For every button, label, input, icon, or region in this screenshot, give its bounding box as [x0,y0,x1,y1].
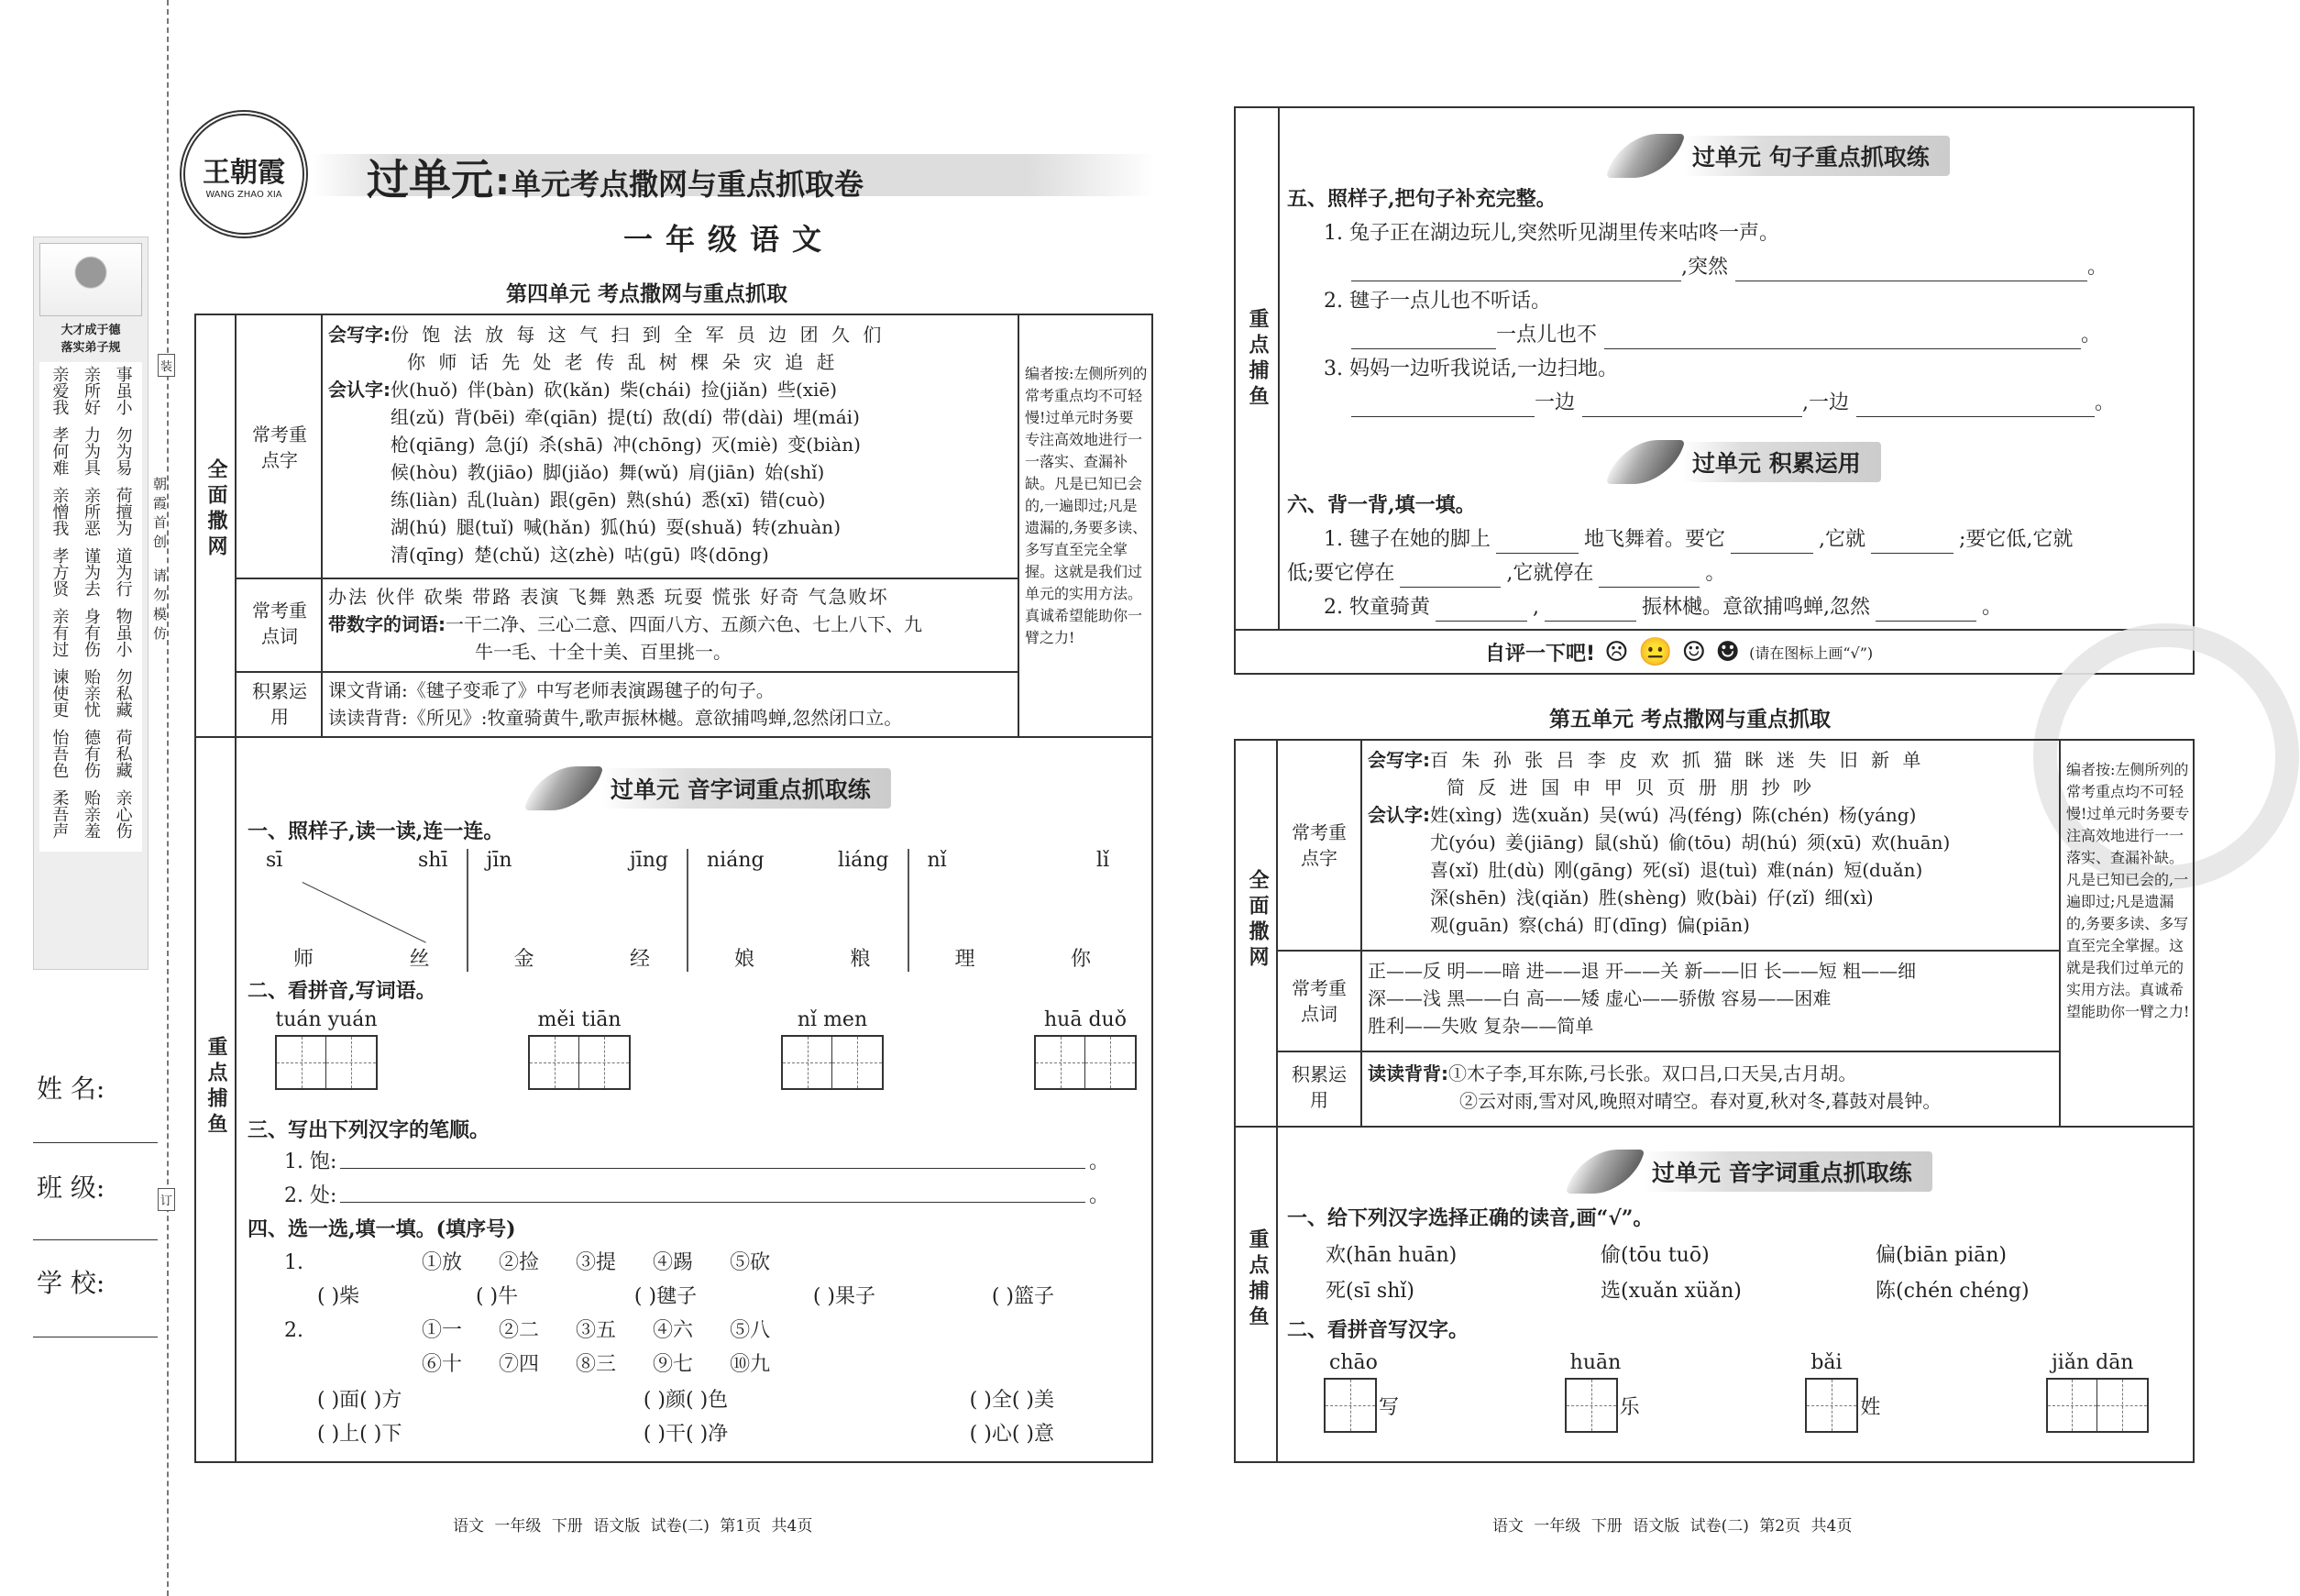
q4-blank[interactable]: ( )干( )净 [643,1423,729,1446]
class-line[interactable] [33,1239,158,1240]
q4-option: ⑤八 [730,1319,771,1342]
self-eval-label: 自评一下吧! [1485,643,1596,666]
unit4-cat-use: 积累运用 [252,680,307,728]
side-note-1: 朝霞首创 [151,477,168,554]
writing-grid[interactable] [528,1035,631,1090]
q6-2c: 振林樾。意欲捕鸣蝉,忽然 [1641,596,1870,619]
grid-pinyin: bǎi [1810,1351,1843,1374]
reading-choice[interactable]: 选(xuǎn xüǎn) [1601,1280,1742,1303]
writing-grid[interactable] [1034,1035,1137,1090]
self-eval-note: (请在图标上画“√”) [1749,644,1874,662]
unit4-row-line-1 [235,578,1018,579]
grid-pinyin: huān [1569,1351,1622,1374]
unit5-huiren-list [1430,801,1950,939]
q6-2d: 。 [1981,596,2002,619]
unit4-numwords-line2: 牛一毛、十全十美、百里挑一。 [475,641,732,663]
sidebar-poem [39,362,142,852]
q4-option: ④六 [653,1319,694,1342]
unit4-q2-title: 二、看拼音,写词语。 [248,979,436,1003]
unit4-divider [194,736,1153,738]
q4-option: ①放 [422,1251,463,1274]
q5-3-fill-1: 一边 [1535,391,1576,414]
unit4-q4-2-blanks-2 [317,1420,1054,1448]
q5-1-fill-mid: ,突然 [1681,256,1728,279]
face-laugh-icon[interactable]: ☻ [1715,636,1741,668]
writing-grid[interactable] [275,1035,378,1090]
name-line[interactable] [33,1142,158,1143]
pinyin-char-item [1805,1351,1880,1433]
unit5-cat-chars: 常考重点字 [1292,821,1347,869]
pinyin-char-item [1324,1351,1399,1433]
q4-blank[interactable]: ( )上( )下 [317,1423,402,1446]
grid-row [1565,1378,1640,1433]
unit4-q3-line-1[interactable] [340,1148,1085,1169]
q5-2: 2. 毽子一点儿也不听话。 [1324,290,1551,313]
unit5-left-label-1: 全面撒网 [1246,869,1269,972]
match-pinyin[interactable]: liáng [838,849,889,872]
unit4-numwords-label: 带数字的词语: [328,613,446,635]
unit5-q1-title: 一、给下列汉字选择正确的读音,画“√”。 [1287,1206,1654,1230]
unit4-editor-note: 编者按:左侧所列的常考重点均不可轻慢!过单元时务要专注高效地进行一一落实、查漏补缺。凡是已知已会的,一遍即过;凡是遗漏的,务要多读、多写直至完全掌握。这就是我们过单元的实用方法。真诚希望能助你一臂之力! [1025,365,1148,646]
poem-line: 亲所恶 [81,487,101,536]
match-char[interactable]: 师 [293,948,314,971]
brand-logo [180,110,308,238]
q4-blank[interactable]: ( )全( )美 [969,1389,1054,1412]
title-sep: : [495,161,510,204]
poem-line: 亲憎我 [50,487,70,536]
brush-icon [1605,440,1685,484]
unit4-cat-words: 常考重点词 [252,600,307,647]
unit4-row-line-2 [235,671,1018,673]
q5-3-blank-3[interactable] [1856,389,2095,417]
unit4-huiren-label: 会认字: [328,379,391,401]
q4-option: ⑥十 [422,1353,463,1376]
q5-1-blank-2[interactable] [1735,253,2087,281]
unit5-row-line-1 [1276,950,2059,952]
match-pinyin-row [928,849,1110,872]
q4-option: ①一 [422,1319,463,1342]
reading-choice[interactable]: 陈(chén chéng) [1876,1280,2030,1303]
q5-3-fill-2: ,一边 [1802,391,1850,414]
match-pinyin[interactable]: shī [418,849,448,872]
brush-icon [1605,134,1685,178]
unit5-huiren-line: 喜(xǐ) 肚(dù) 刚(gāng) 死(sǐ) 退(tuì) 难(nán) 短(duǎn) [1430,859,1923,881]
page2-left-label: 重点捕鱼 [1246,308,1269,411]
unit5-divider [1234,1126,2195,1128]
unit5-cat-use: 积累运用 [1292,1063,1347,1111]
match-group [467,849,688,972]
unit4-huiren-line: 清(qīng) 楚(chǔ) 这(zhè) 咕(gū) 咚(dōng) [391,544,769,566]
q4-option: ②捡 [499,1251,540,1274]
unit4-q4-2-label: 2. [284,1319,303,1342]
unit5-editor-note: 编者按:左侧所列的常考重点均不可轻慢!过单元时务要专注高效地进行一一落实、查漏补缺。凡是已知已会的,一遍即过;凡是遗漏的,务要多读、多写直至完全掌握。这就是我们过单元的实用方法。真诚希望能助你一臂之力! [2066,761,2190,1020]
q5-3-end: 。 [2095,391,2116,414]
unit4-q4-2-options-2 [422,1350,770,1379]
q5-1-end: 。 [2087,256,2108,279]
unit5-note-col-line [2059,739,2061,1126]
unit5-use-label: 读读背背: [1368,1062,1448,1084]
unit4-use-line2: 读读背背:《所见》:牧童骑黄牛,歌声振林樾。意欲捕鸣蝉,忽然闭口立。 [328,707,903,729]
poem-line: 荷私藏 [113,729,133,778]
q5-2-blank-1[interactable] [1351,321,1496,349]
q4-option: ③五 [576,1319,617,1342]
pinyin-grid-item [528,1008,631,1090]
writing-grid[interactable] [1324,1378,1377,1433]
unit5-words-line2: 深——浅 黑——白 高——矮 虚心——骄傲 容易——困难 [1368,987,1832,1009]
q4-blank[interactable]: ( )果子 [812,1285,876,1308]
q6-1-blank-1[interactable] [1496,553,1579,554]
q6-1d: ;要它低,它就 [1959,528,2074,551]
match-group [687,849,908,972]
sidebar-panel [33,237,149,970]
unit4-huixie-label: 会写字: [328,324,391,346]
seal-binding-1: 装 [158,354,175,377]
q4-option: ⑩九 [730,1353,771,1376]
logo-sub: WANG ZHAO XIA [205,189,282,200]
grid-pinyin: huā duǒ [1044,1008,1127,1031]
q6-1b: 地飞舞着。要它 [1583,528,1725,551]
pinyin-char-item [1565,1351,1640,1433]
q4-option: ⑧三 [576,1353,617,1376]
q6-title: 六、背一背,填一填。 [1287,493,1476,517]
grid-given-char: 姓 [1860,1395,1881,1419]
title-sub: 单元考点撒网与重点抓取卷 [512,167,864,202]
grid-pinyin: tuán yuán [275,1008,378,1031]
grid-given-char: 写 [1379,1395,1400,1419]
pinyin-grid-item [781,1008,884,1090]
match-pinyin[interactable]: niáng [707,849,765,872]
q4-blank[interactable]: ( )篮子 [991,1285,1054,1308]
page2-banner-1-label: 过单元 句子重点抓取练 [1683,136,1950,176]
pinyin-grid-item [275,1008,378,1090]
unit5-words-line1: 正——反 明——暗 进——退 开——关 新——旧 长——短 粗——细 [1368,960,1917,982]
unit5-huiren-line: 姓(xìng) 选(xuǎn) 吴(wú) 冯(féng) 陈(chén) 杨(yáng) [1430,804,1917,826]
grid-pinyin: měi tiān [537,1008,622,1031]
unit4-numwords-line1: 一干二净、三心二意、四面八方、五颜六色、七上八下、九 [446,613,922,635]
unit5-huixie-line2: 简 反 进 国 申 甲 贝 页 册 朋 抄 吵 [1447,776,1815,798]
q6-1-blank-2[interactable] [1731,553,1813,554]
match-pinyin-row [707,849,889,872]
match-chars-row [293,943,430,972]
poem-line: 贻亲忧 [81,668,101,718]
unit4-cat-chars: 常考重点字 [252,424,307,471]
q5-2-fill: 一点儿也不 [1496,324,1598,347]
match-pinyin[interactable]: lǐ [1095,849,1109,872]
poem-line: 亲有过 [50,608,70,657]
unit4-banner-label: 过单元 音字词重点抓取练 [601,768,891,809]
example-link-line [303,882,426,943]
q5-title: 五、照样子,把句子补充完整。 [1287,187,1557,211]
q6-1g: 。 [1705,562,1726,585]
page2-banner-2 [1613,440,1881,484]
unit4-note-col-line [1018,314,1019,736]
match-char[interactable]: 经 [629,948,650,971]
match-pinyin[interactable]: nǐ [927,849,947,872]
page2-banner-2-label: 过单元 积累运用 [1683,442,1881,482]
sidebar-caption-2: 落实弟子规 [61,341,121,355]
writing-grid[interactable] [781,1035,884,1090]
q5-1: 1. 兔子正在湖边玩儿,突然听见湖里传来咕咚一声。 [1324,222,1779,245]
match-chars-row [734,943,871,972]
q6-2b: , [1532,596,1539,619]
q6-1c: ,它就 [1819,528,1865,551]
unit4-title: 第四单元 考点撒网与重点抓取 [506,282,788,306]
writing-grid[interactable] [1565,1378,1618,1433]
unit4-huiren-line: 伙(huǒ) 伴(bàn) 砍(kǎn) 柴(chái) 捡(jiǎn) 些(xiē) [391,379,838,401]
brush-icon [523,766,603,810]
face-neutral-icon[interactable]: 😐 [1637,636,1673,668]
poem-line: 亲心伤 [113,789,133,839]
unit4-q3-item-1: 1. 饱: [284,1150,337,1173]
q6-1a: 1. 毽子在她的脚上 [1324,528,1491,551]
poem-line: 怡吾色 [50,729,70,778]
face-smile-icon[interactable]: ☺ [1681,636,1707,668]
poem-line: 勿私藏 [113,668,133,718]
q6-1e: 低;要它停在 [1287,562,1395,585]
unit4-huixie-line1: 份 饱 法 放 每 这 气 扫 到 全 军 员 边 团 久 们 [391,324,886,346]
q5-3: 3. 妈妈一边听我说话,一边扫地。 [1324,358,1618,380]
unit4-q2-grids [275,1008,1137,1090]
q5-3-blank-2[interactable] [1582,389,1802,417]
poem-line: 亲爱我 [50,366,70,415]
unit5-left-col-line [1276,739,1278,1463]
unit4-huiren-line: 候(hòu) 教(jiāo) 脚(jiǎo) 舞(wǔ) 肩(jiān) 始(shǐ) [391,461,825,483]
unit4-left-label-2: 重点捕鱼 [204,1036,227,1139]
unit4-q3-item-2: 2. 处: [284,1184,337,1207]
match-chars-row [514,943,651,972]
unit4-q3-title: 三、写出下列汉字的笔顺。 [248,1118,490,1142]
page2-banner-1 [1613,134,1950,178]
q4-option: ②二 [499,1319,540,1342]
reading-choice[interactable]: 偷(tōu tuō) [1601,1244,1710,1267]
unit5-banner [1573,1150,1932,1194]
binding-line [167,0,169,1596]
scholar-image [39,243,142,316]
pinyin-char-item [2046,1351,2149,1433]
unit4-q3-line-2[interactable] [340,1182,1085,1203]
poem-line: 道为行 [113,547,133,597]
unit4-banner [532,766,891,810]
unit5-q1-items [1326,1241,2151,1305]
face-crying-icon[interactable]: ☹ [1604,636,1629,668]
reading-choice[interactable]: 欢(hān huān) [1326,1244,1458,1267]
unit4-huiren-line: 组(zǔ) 背(bēi) 牵(qiān) 提(tí) 敌(dí) 带(dài) 埋(mái) [391,406,860,428]
poem-line: 德有伤 [81,729,101,778]
grid-pinyin: chāo [1329,1351,1378,1374]
poem-line: 贻亲羞 [81,789,101,839]
grid-pinyin: jiǎn dān [2051,1351,2134,1374]
match-char[interactable]: 金 [513,948,534,971]
poem-line: 孝何难 [50,426,70,476]
unit5-use-line1: ①木子李,耳东陈,弓长张。双口吕,口天吴,古月胡。 [1448,1062,1857,1084]
unit4-q1-title: 一、照样子,读一读,连一连。 [248,820,504,843]
q4-blank[interactable]: ( )心( )意 [969,1423,1054,1446]
match-char[interactable]: 粮 [850,948,871,971]
unit5-huixie-label: 会写字: [1368,749,1430,771]
sidebar-caption-1: 大才成于德 [61,324,121,337]
unit4-left-col-line [235,314,237,1463]
match-char[interactable]: 丝 [409,948,430,971]
unit5-huiren-line: 观(guān) 察(chá) 盯(dīng) 偏(piān) [1430,914,1750,936]
writing-grid[interactable] [1805,1378,1858,1433]
poem-line: 身有伤 [81,608,101,657]
match-group [908,849,1128,972]
q6-2-blank-2[interactable] [1545,621,1636,622]
poem-line: 谨为去 [81,547,101,597]
unit5-q2-items [1324,1351,2149,1433]
poem-line: 谏使更 [50,668,70,718]
unit5-huiren-label: 会认字: [1368,804,1430,826]
self-eval [1485,636,1873,668]
seal-binding-2: 订 [158,1188,175,1211]
match-pinyin[interactable]: sī [266,849,283,872]
q4-blank[interactable]: ( )柴 [317,1285,360,1308]
match-pinyin-row [266,849,448,872]
q5-2-end: 。 [2081,324,2102,347]
unit4-huixie-line2: 你 师 话 先 处 老 传 乱 树 棵 朵 灾 追 赶 [407,351,839,373]
unit4-q4-title: 四、选一选,填一填。(填序号) [248,1217,516,1241]
unit5-use-line2: ②云对雨,雪对风,晚照对晴空。春对夏,秋对冬,暮鼓对晨钟。 [1459,1090,1942,1112]
unit5-huixie-line1: 百 朱 孙 张 吕 李 皮 欢 抓 猫 眯 迷 失 旧 新 单 [1430,749,1925,771]
poem-line: 力为具 [81,426,101,476]
unit5-q2-title: 二、看拼音写汉字。 [1287,1318,1469,1342]
q4-option: ④踢 [653,1251,694,1274]
q4-blank[interactable]: ( )面( )方 [317,1389,402,1412]
match-char[interactable]: 理 [954,948,975,971]
poem-line: 物虽小 [113,608,133,657]
name-label: 姓 名: [37,1073,105,1104]
school-label: 学 校: [37,1268,105,1298]
match-char[interactable]: 你 [1070,948,1091,971]
brush-icon [1565,1150,1645,1194]
q5-3-blank-1[interactable] [1351,389,1535,417]
unit5-banner-label: 过单元 音字词重点抓取练 [1643,1151,1932,1192]
poem-line: 亲所好 [81,366,101,415]
page2-left-col-line [1278,106,1280,629]
grid-row [2046,1378,2149,1433]
match-pinyin[interactable]: jīn [486,849,512,872]
unit4-q4-2-options-1 [422,1316,770,1345]
grid-pinyin: nǐ men [797,1008,868,1031]
footer-left: 语文 一年级 下册 语文版 试卷(二) 第1页 共4页 [453,1517,813,1535]
q4-option: ⑦四 [499,1353,540,1376]
q4-option: ③提 [576,1251,617,1274]
unit4-huiren-line: 练(liàn) 乱(luàn) 跟(gēn) 熟(shú) 悉(xī) 错(cuò) [391,489,826,511]
grid-given-char: 乐 [1619,1395,1640,1419]
unit4-words-line: 办法 伙伴 砍柴 带路 表演 飞舞 熟悉 玩耍 慌张 好奇 气急败坏 [328,586,889,608]
reading-choice[interactable]: 死(sī shǐ) [1326,1280,1414,1303]
q4-blank[interactable]: ( )颜( )色 [643,1389,729,1412]
q6-1-blank-5[interactable] [1599,587,1700,588]
unit4-huiren-list [391,376,861,568]
logo-text: 王朝霞 [203,156,285,189]
unit4-q4-1-label: 1. [284,1251,303,1274]
q5-2-blank-2[interactable] [1604,321,2081,349]
match-chars-row [955,943,1092,972]
unit5-left-label-2: 重点捕鱼 [1246,1228,1269,1331]
q4-option: ⑨七 [653,1353,694,1376]
unit5-title: 第五单元 考点撒网与重点抓取 [1549,708,1832,732]
unit5-words-line3: 胜利——失败 复杂——简单 [1368,1015,1594,1037]
grid-row [1805,1378,1880,1433]
side-note-2: 请勿模仿 [151,568,168,645]
poem-line: 柔吾声 [50,789,70,839]
unit5-huiren-line: 尤(yóu) 姜(jiāng) 鼠(shǔ) 偷(tōu) 胡(hú) 须(xū) 欢(huān) [1430,831,1951,853]
unit4-q4-1-options [422,1249,770,1277]
q6-2-blank-3[interactable] [1876,621,1976,622]
grade-title: 一年级语文 [623,222,835,257]
unit4-huiren-line: 湖(hú) 腿(tuǐ) 喊(hǎn) 狐(hú) 耍(shuǎ) 转(zhuàn) [391,516,841,538]
unit5-row-line-2 [1276,1051,2059,1052]
q6-2a: 2. 牧童骑黄 [1324,596,1430,619]
q4-option: ⑤砍 [730,1251,771,1274]
match-char[interactable]: 娘 [734,948,755,971]
match-pinyin-row [487,849,669,872]
q4-blank[interactable]: ( )毽子 [633,1285,698,1308]
footer-right: 语文 一年级 下册 语文版 试卷(二) 第2页 共4页 [1492,1517,1853,1535]
q6-1f: ,它就停在 [1506,562,1594,585]
grid-row [1324,1378,1399,1433]
q6-1-blank-3[interactable] [1871,553,1953,554]
unit4-q4-2-blanks-1 [317,1386,1054,1414]
q4-blank[interactable]: ( )牛 [475,1285,519,1308]
unit4-q4-1-blanks [317,1282,1054,1311]
unit5-cat-words: 常考重点词 [1292,977,1347,1025]
q5-1-blank-1[interactable] [1351,253,1681,281]
unit4-left-label-1: 全面撒网 [204,458,227,561]
poem-line: 孝方贤 [50,547,70,597]
poem-line: 事虽小 [113,366,133,415]
unit5-cat-col-line [1360,739,1362,1126]
unit4-huiren-line: 枪(qiāng) 急(jí) 杀(shā) 冲(chōng) 灭(miè) 变(biàn) [391,434,861,456]
q6-1-blank-4[interactable] [1400,587,1501,588]
unit4-use-line1: 课文背诵:《毽子变乖了》中写老师表演踢毽子的句子。 [328,679,775,701]
q6-2-blank-1[interactable] [1436,621,1527,622]
match-group [248,849,467,972]
title-main: 过单元 [367,155,493,204]
writing-grid[interactable] [2046,1378,2149,1433]
reading-choice[interactable]: 偏(biān piān) [1876,1244,2007,1267]
class-label: 班 级: [37,1172,105,1203]
unit4-q1-match [248,849,1128,972]
pinyin-grid-item [1034,1008,1137,1090]
poem-line: 荷擅为 [113,487,133,536]
poem-line: 勿为易 [113,426,133,476]
page2-eval-line [1234,629,2195,631]
match-pinyin[interactable]: jīng [629,849,668,872]
unit5-huiren-line: 深(shēn) 浅(qiǎn) 胜(shèng) 败(bài) 仔(zǐ) 细(xì) [1430,886,1874,908]
